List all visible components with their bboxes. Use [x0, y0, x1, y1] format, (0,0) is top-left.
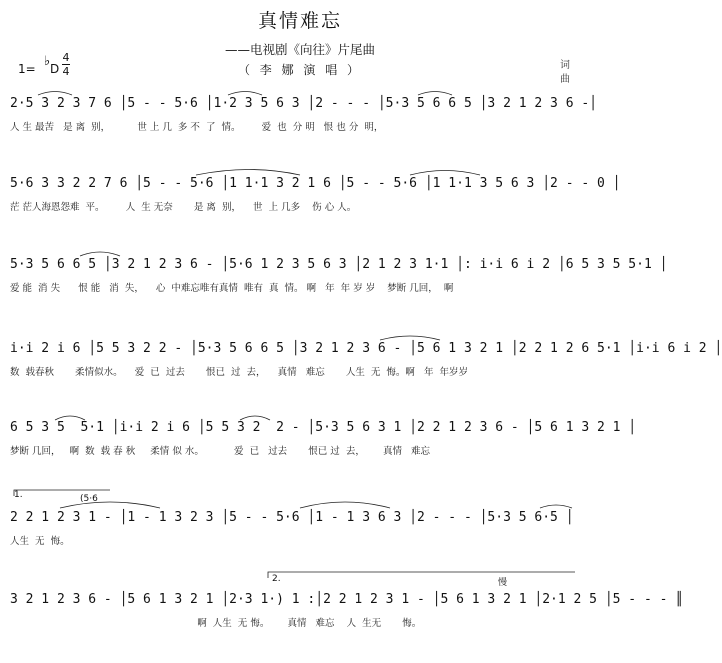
volta-2-mark: 2. [272, 574, 281, 584]
slur [540, 505, 572, 508]
time-bottom: 4 [62, 65, 70, 78]
lyricist-credit: 词 [560, 60, 570, 71]
score-line-7 [10, 592, 684, 640]
lyrics-line-7: 啊 人生 无 悔。 真情 难忘 人 生无 悔。 [10, 618, 422, 629]
slur [300, 502, 390, 508]
key-note: D [50, 62, 60, 76]
lyrics-line-2: 茫 茫人海恩怨难 平。 人 生 无奈 是 离 别， 世 上 几多 伤 心 人。 [10, 202, 357, 213]
singer-credit: （ 李 娜 演 唱 ） [237, 63, 363, 77]
lyrics-line-3: 爱 能 消 失 恨 能 消 失， 心 中难忘唯有真情 唯有 真 情。 啊 年 年 岁 岁 梦断 几回， 啊 [10, 283, 454, 294]
score-line-4 [10, 341, 722, 389]
notes-line-7: 3 2 1 2 3 6 - │5 6 1 3 2 1 │2·3 1·) 1 :│2 2 1 2 3 1 - │5 6 1 3 2 1 │2·1 2 5 │5 - - - ║ [10, 592, 684, 607]
lyrics-line-5: 梦断 几回， 啊 数 载 春 秋 柔情 似 水。 爱 已 过去 恨已 过 去， 真情 难忘 [10, 446, 431, 457]
lyrics-line-4: 数 载春秋 柔情似水。 爱 已 过去 恨已 过 去， 真情 难忘 人生 无 悔。啊 年 年岁岁 [10, 367, 469, 378]
score-line-1 [10, 96, 597, 144]
score-line-6 [10, 510, 585, 558]
slur [228, 92, 262, 96]
flat-sign: ♭ [44, 54, 51, 69]
key-label: 1= [18, 62, 36, 76]
interlude-note: (5·6 [80, 494, 98, 504]
volta-1-mark: 1. [14, 490, 23, 500]
slur [380, 336, 440, 340]
slur [410, 171, 480, 176]
slur [196, 170, 300, 176]
song-subtitle: ——电视剧《向往》片尾曲 [224, 42, 375, 57]
slur [38, 92, 72, 96]
slur [60, 502, 160, 508]
notes-line-6: 2 2 1 2 3 1 - │1 - 1 3 2 3 │5 - - 5·6 │1 - 1 3 6 3 │2 - - - │5·3 5 6·5 │ [10, 510, 574, 525]
notes-line-2: 5·6 3 3 2 2 7 6 │5 - - 5·6 │1 1·1 3 2 1 6 │5 - - 5·6 │1 1·1 3 5 6 3 │2 - - 0 │ [10, 176, 621, 191]
composer-credit: 曲 [560, 74, 570, 85]
notes-line-4: i·i 2 i 6 │5 5 3 2 2 - │5·3 5 6 6 5 │3 2 1 2 3 6 - │5 6 1 3 2 1 │2 2 1 2 6 5·1 │i·i 6 i 2 │ [10, 341, 722, 356]
volta-2-bracket [268, 572, 575, 578]
song-title: 真情难忘 [257, 10, 342, 32]
tempo-mark: 慢 [498, 578, 508, 588]
lyrics-line-1: 人 生 最苦 是 离 别， 世 上 几 多 不 了 情。 爱 也 分 明 恨 也 分 明， [10, 122, 384, 133]
notes-line-1: 2·5 3 2 3 7 6 │5 - - 5·6 │1·2 3 5 6 3 │2 - - - │5·3 5 6 6 5 │3 2 1 2 3 6 -│ [10, 96, 597, 111]
notes-line-3: 5·3 5 6 6 5 │3 2 1 2 3 6 - │5·6 1 2 3 5 6 3 │2 1 2 3 1·1 │: i·i 6 i 2 │6 5 3 5 5·1 │ [10, 257, 668, 272]
lyrics-line-6: 人生 无 悔。 [10, 536, 70, 547]
notes-line-5: 6 5 3 5 5·1 │i·i 2 i 6 │5 5 3 2 2 - │5·3 5 6 3 1 │2 2 1 2 3 6 - │5 6 1 3 2 1 │ [10, 420, 637, 435]
score-line-2 [10, 176, 621, 224]
score-line-5 [10, 420, 637, 468]
score-line-3 [10, 257, 668, 305]
time-signature [62, 52, 70, 77]
time-top: 4 [62, 51, 70, 64]
slur [418, 92, 452, 96]
slur [80, 252, 120, 256]
